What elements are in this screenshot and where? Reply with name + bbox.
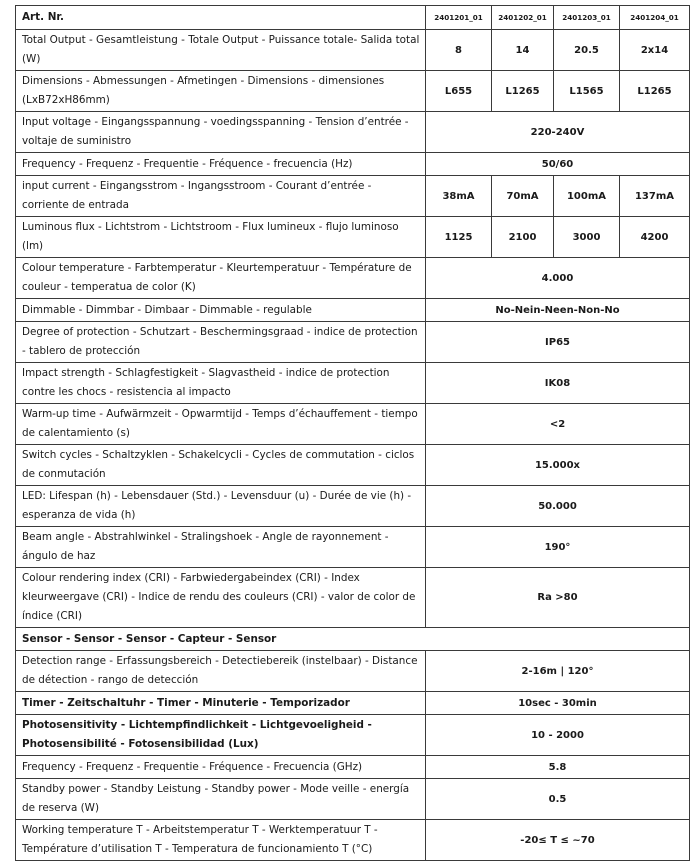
impact-value: IK08: [426, 363, 690, 404]
row-input-voltage: [16, 112, 690, 153]
timer-value: 10sec - 30min: [426, 692, 690, 715]
input-voltage-label: Input voltage - Eingangsspannung - voedingsspanning - Tension d’entrée - voltaje de suministro: [16, 112, 426, 153]
frequency-value: 50/60: [426, 153, 690, 176]
timer-label: Timer - Zeitschaltuhr - Timer - Minuterie - Temporizador: [16, 692, 426, 715]
dimensions-label: Dimensions - Abmessungen - Afmetingen - Dimensions - dimensiones (LxB72xH86mm): [16, 71, 426, 112]
row-warmup: [16, 404, 690, 445]
row-dimmable: [16, 299, 690, 322]
row-input-current: [16, 176, 690, 217]
working-temperature-label: Working temperature T - Arbeitstemperatur T - Werktemperatuur T - Température d’utilisation T - Temperatura de funcionamiento T (°C): [16, 820, 426, 861]
input-current-value-3: 100mA: [554, 176, 620, 217]
sensor-heading: Sensor - Sensor - Sensor - Capteur - Sensor: [16, 628, 690, 651]
detection-range-value: 2-16m | 120°: [426, 651, 690, 692]
art-code-3: 2401203_01: [554, 6, 620, 30]
standby-power-label: Standby power - Standby Leistung - Standby power - Mode veille - energía de reserva (W): [16, 779, 426, 820]
colour-temperature-label: Colour temperature - Farbtemperatur - Kleurtemperatuur - Température de couleur - temperatua de color (K): [16, 258, 426, 299]
row-colour-temperature: [16, 258, 690, 299]
row-switch-cycles: [16, 445, 690, 486]
standby-power-value: 0.5: [426, 779, 690, 820]
warmup-value: <2: [426, 404, 690, 445]
total-output-label: Total Output - Gesamtleistung - Totale Output - Puissance totale- Salida total (W): [16, 30, 426, 71]
art-code-4: 2401204_01: [620, 6, 690, 30]
input-voltage-value: 220-240V: [426, 112, 690, 153]
row-working-temperature: [16, 820, 690, 861]
switch-cycles-value: 15.000x: [426, 445, 690, 486]
cri-value: Ra >80: [426, 568, 690, 628]
input-current-value-4: 137mA: [620, 176, 690, 217]
dimensions-value-3: L1565: [554, 71, 620, 112]
row-detection-range: [16, 651, 690, 692]
frequency-label: Frequency - Frequenz - Frequentie - Fréquence - frecuencia (Hz): [16, 153, 426, 176]
lifespan-value: 50.000: [426, 486, 690, 527]
protection-value: IP65: [426, 322, 690, 363]
detection-range-label: Detection range - Erfassungsbereich - Detectiebereik (instelbaar) - Distance de détection - rango de detección: [16, 651, 426, 692]
frequency-ghz-value: 5.8: [426, 756, 690, 779]
protection-label: Degree of protection - Schutzart - Beschermingsgraad - indice de protection - tablero de protección: [16, 322, 426, 363]
working-temperature-value: -20≤ T ≤ ~70: [426, 820, 690, 861]
input-current-value-2: 70mA: [492, 176, 554, 217]
art-code-1: 2401201_01: [426, 6, 492, 30]
input-current-label: input current - Eingangsstrom - Ingangsstroom - Courant d’entrée - corriente de entrada: [16, 176, 426, 217]
row-standby-power: [16, 779, 690, 820]
cri-label: Colour rendering index (CRI) - Farbwiedergabeindex (CRI) - Index kleurweergave (CRI) - Indice de rendu des couleurs (CRI) - valor de color de índice (CRI): [16, 568, 426, 628]
impact-label: Impact strength - Schlagfestigkeit - Slagvastheid - indice de protection contre les chocs - resistencia al impacto: [16, 363, 426, 404]
art-code-2: 2401202_01: [492, 6, 554, 30]
colour-temperature-value: 4.000: [426, 258, 690, 299]
luminous-flux-value-4: 4200: [620, 217, 690, 258]
dimensions-value-4: L1265: [620, 71, 690, 112]
row-total-output: [16, 30, 690, 71]
total-output-value-2: 14: [492, 30, 554, 71]
row-lifespan: [16, 486, 690, 527]
row-cri: [16, 568, 690, 628]
luminous-flux-value-2: 2100: [492, 217, 554, 258]
luminous-flux-value-1: 1125: [426, 217, 492, 258]
photosensitivity-label: Photosensitivity - Lichtempfindlichkeit - Lichtgevoeligheid - Photosensibilité - Fotosensibilidad (Lux): [16, 715, 426, 756]
spec-table: [15, 5, 690, 861]
row-dimensions: [16, 71, 690, 112]
row-photosensitivity: [16, 715, 690, 756]
photosensitivity-value: 10 - 2000: [426, 715, 690, 756]
row-frequency: [16, 153, 690, 176]
lifespan-label: LED: Lifespan (h) - Lebensdauer (Std.) - Levensduur (u) - Durée de vie (h) - esperanza de vida (h): [16, 486, 426, 527]
row-timer: [16, 692, 690, 715]
luminous-flux-label: Luminous flux - Lichtstrom - Lichtstroom - Flux lumineux - flujo luminoso (lm): [16, 217, 426, 258]
total-output-value-4: 2x14: [620, 30, 690, 71]
total-output-value-1: 8: [426, 30, 492, 71]
row-luminous-flux: [16, 217, 690, 258]
row-sensor-heading: [16, 628, 690, 651]
dimmable-label: Dimmable - Dimmbar - Dimbaar - Dimmable - regulable: [16, 299, 426, 322]
row-protection: [16, 322, 690, 363]
input-current-value-1: 38mA: [426, 176, 492, 217]
row-impact: [16, 363, 690, 404]
row-beam-angle: [16, 527, 690, 568]
dimensions-value-1: L655: [426, 71, 492, 112]
row-frequency-ghz: [16, 756, 690, 779]
header-row: [16, 6, 690, 30]
total-output-value-3: 20.5: [554, 30, 620, 71]
dimensions-value-2: L1265: [492, 71, 554, 112]
luminous-flux-value-3: 3000: [554, 217, 620, 258]
dimmable-value: No-Nein-Neen-Non-No: [426, 299, 690, 322]
switch-cycles-label: Switch cycles - Schaltzyklen - Schakelcycli - Cycles de commutation - ciclos de conmutación: [16, 445, 426, 486]
warmup-label: Warm-up time - Aufwärmzeit - Opwarmtijd - Temps d’échauffement - tiempo de calentamiento (s): [16, 404, 426, 445]
art-nr-label: Art. Nr.: [16, 6, 426, 30]
frequency-ghz-label: Frequency - Frequenz - Frequentie - Fréquence - Frecuencia (GHz): [16, 756, 426, 779]
beam-angle-value: 190°: [426, 527, 690, 568]
beam-angle-label: Beam angle - Abstrahlwinkel - Stralingshoek - Angle de rayonnement - ángulo de haz: [16, 527, 426, 568]
